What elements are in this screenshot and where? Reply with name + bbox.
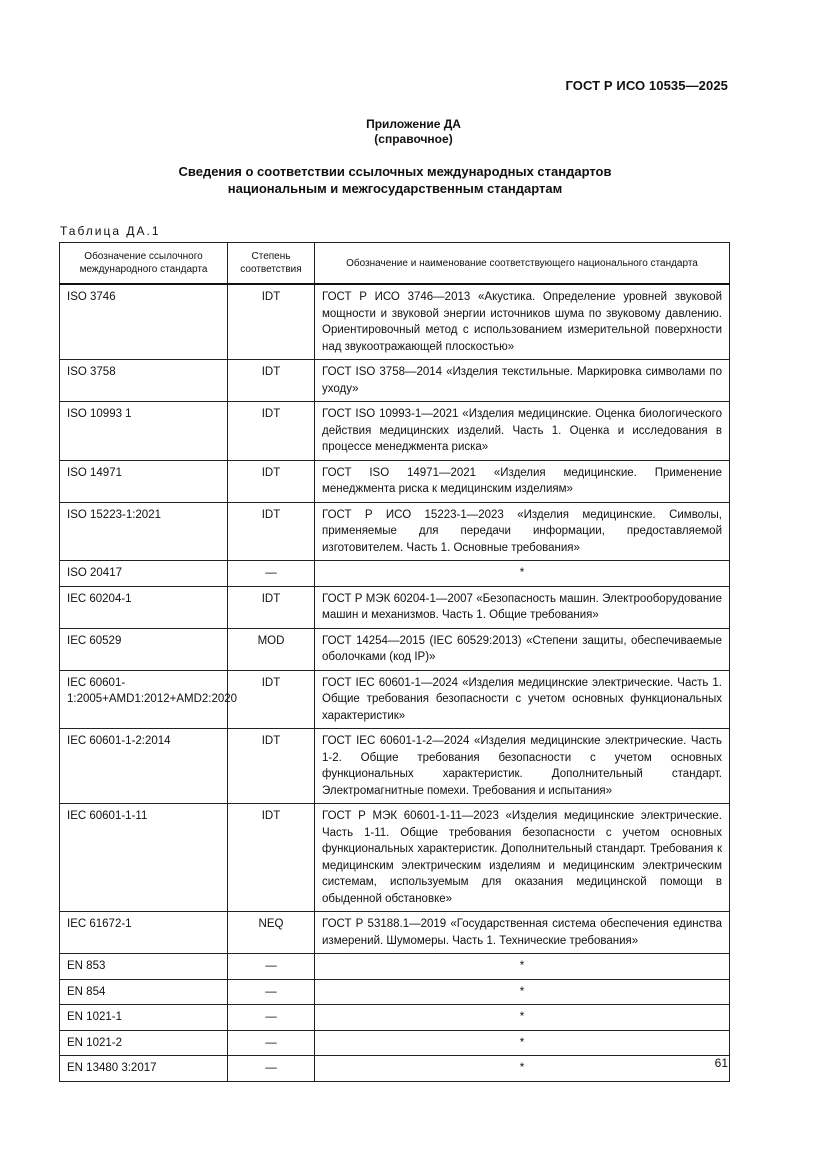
reference-cell: IEC 60601-1:2005+AMD1:2012+AMD2:2020 (60, 670, 228, 729)
reference-cell: ISO 3746 (60, 284, 228, 360)
degree-cell: IDT (228, 284, 315, 360)
national-standard-cell: * (315, 1005, 730, 1031)
national-standard-cell: * (315, 954, 730, 980)
degree-cell: — (228, 1030, 315, 1056)
table-row (60, 1056, 730, 1082)
table-row (60, 284, 730, 360)
reference-cell: IEC 60601-1-2:2014 (60, 729, 228, 804)
table-body (60, 284, 730, 1081)
degree-cell: IDT (228, 670, 315, 729)
degree-cell: IDT (228, 586, 315, 628)
reference-cell: ISO 3758 (60, 360, 228, 402)
appendix-subtitle: (справочное) (374, 132, 453, 146)
column-header-national: Обозначение и наименование соответствующего национального стандарта (315, 243, 730, 285)
national-standard-cell: ГОСТ ISO 14971—2021 «Изделия медицинские. Применение менеджмента риска к медицинским изделиям» (315, 460, 730, 502)
reference-cell: EN 13480 3:2017 (60, 1056, 228, 1082)
national-standard-cell: ГОСТ IEC 60601-1—2024 «Изделия медицинские электрические. Часть 1. Общие требования безопасности с учетом основных функциональных характеристик» (315, 670, 730, 729)
degree-cell: — (228, 1056, 315, 1082)
heading-line-1: Сведения о соответствии ссылочных международных стандартов (178, 164, 612, 179)
national-standard-cell: * (315, 1030, 730, 1056)
table-row (60, 586, 730, 628)
reference-cell: EN 1021-1 (60, 1005, 228, 1031)
appendix-header (0, 117, 827, 147)
reference-cell: ISO 14971 (60, 460, 228, 502)
degree-cell: — (228, 561, 315, 587)
column-header-reference: Обозначение ссылочного международного стандарта (60, 243, 228, 285)
degree-cell: IDT (228, 460, 315, 502)
table-row (60, 729, 730, 804)
national-standard-cell: * (315, 979, 730, 1005)
table-label: Таблица ДА.1 (60, 224, 161, 238)
page-number: 61 (714, 1056, 728, 1070)
correspondence-table (59, 242, 730, 1082)
reference-cell: ISO 10993 1 (60, 402, 228, 461)
national-standard-cell: * (315, 1056, 730, 1082)
degree-cell: — (228, 1005, 315, 1031)
document-code: ГОСТ Р ИСО 10535—2025 (565, 78, 728, 93)
table-row (60, 460, 730, 502)
table-row (60, 912, 730, 954)
reference-cell: IEC 60601-1-11 (60, 804, 228, 912)
degree-cell: IDT (228, 729, 315, 804)
section-heading (0, 163, 790, 197)
degree-cell: IDT (228, 804, 315, 912)
table-row (60, 979, 730, 1005)
reference-cell: ISO 20417 (60, 561, 228, 587)
reference-cell: IEC 60529 (60, 628, 228, 670)
appendix-title: Приложение ДА (366, 117, 461, 131)
reference-cell: IEC 60204-1 (60, 586, 228, 628)
table-row (60, 561, 730, 587)
table-row (60, 670, 730, 729)
degree-cell: IDT (228, 402, 315, 461)
degree-cell: MOD (228, 628, 315, 670)
degree-cell: IDT (228, 360, 315, 402)
degree-cell: — (228, 979, 315, 1005)
table-row (60, 628, 730, 670)
national-standard-cell: ГОСТ Р ИСО 15223-1—2023 «Изделия медицинские. Символы, применяемые для передачи информации, предоставляемой изготовителем. Часть 1. Основные требования» (315, 502, 730, 561)
reference-cell: ISO 15223-1:2021 (60, 502, 228, 561)
degree-cell: NEQ (228, 912, 315, 954)
reference-cell: EN 853 (60, 954, 228, 980)
national-standard-cell: * (315, 561, 730, 587)
table-row (60, 1005, 730, 1031)
national-standard-cell: ГОСТ Р 53188.1—2019 «Государственная система обеспечения единства измерений. Шумомеры. Часть 1. Технические требования» (315, 912, 730, 954)
degree-cell: IDT (228, 502, 315, 561)
table-row (60, 804, 730, 912)
degree-cell: — (228, 954, 315, 980)
national-standard-cell: ГОСТ ISO 10993-1—2021 «Изделия медицинские. Оценка биологического действия медицинских изделий. Часть 1. Оценка и исследования в процессе менеджмента риска» (315, 402, 730, 461)
national-standard-cell: ГОСТ Р МЭК 60204-1—2007 «Безопасность машин. Электрооборудование машин и механизмов. Часть 1. Общие требования» (315, 586, 730, 628)
table-row (60, 1030, 730, 1056)
column-header-degree: Степень соответствия (228, 243, 315, 285)
national-standard-cell: ГОСТ Р ИСО 3746—2013 «Акустика. Определение уровней звуковой мощности и звуковой энергии источников шума по звуковому давлению. Ориентировочный метод с использованием измерительной поверхности над звукоотражающей плоскостью» (315, 284, 730, 360)
reference-cell: EN 1021-2 (60, 1030, 228, 1056)
table-row (60, 360, 730, 402)
table-row (60, 402, 730, 461)
table-header-row (60, 243, 730, 285)
reference-cell: EN 854 (60, 979, 228, 1005)
table-row (60, 502, 730, 561)
national-standard-cell: ГОСТ ISO 3758—2014 «Изделия текстильные. Маркировка символами по уходу» (315, 360, 730, 402)
national-standard-cell: ГОСТ IEC 60601-1-2—2024 «Изделия медицинские электрические. Часть 1-2. Общие требования безопасности с учетом основных функциональных характеристик. Дополнительный стандарт. Электромагнитные помехи. Требования и испытания» (315, 729, 730, 804)
table-row (60, 954, 730, 980)
national-standard-cell: ГОСТ Р МЭК 60601-1-11—2023 «Изделия медицинские электрические. Часть 1-11. Общие требования безопасности с учетом основных функциональных характеристик. Дополнительный стандарт. Требования к медицинским электрическим изделиям и медицинским электрическим системам, используемым для оказания медицинской помощи в обыденной обстановке» (315, 804, 730, 912)
heading-line-2: национальным и межгосударственным стандартам (227, 181, 563, 196)
national-standard-cell: ГОСТ 14254—2015 (IEC 60529:2013) «Степени защиты, обеспечиваемые оболочками (код IP)» (315, 628, 730, 670)
reference-cell: IEC 61672-1 (60, 912, 228, 954)
